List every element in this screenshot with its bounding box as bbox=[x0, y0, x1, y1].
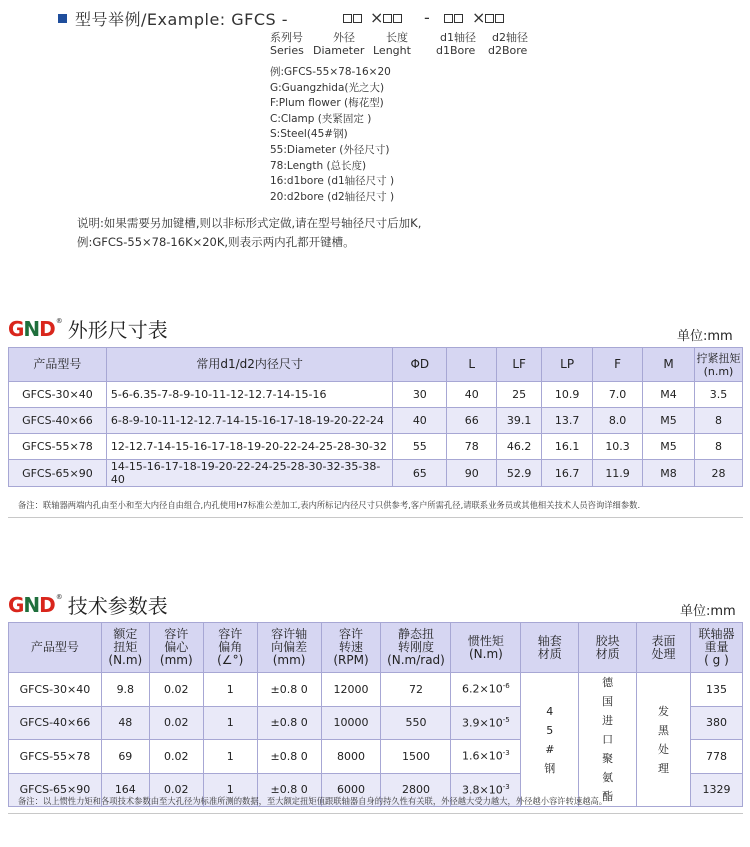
table-cell: 0.02 bbox=[149, 773, 203, 807]
example-line: 例:GFCS-55×78-16×20 bbox=[270, 66, 391, 78]
label-d1-en: d1Bore bbox=[436, 44, 476, 57]
label-d2-en: d2Bore bbox=[488, 44, 528, 57]
table-cell: 8.0 bbox=[593, 408, 643, 434]
dimensions-table bbox=[8, 347, 743, 487]
inertia-cell: $6.2\times 10^{-6}$ bbox=[451, 673, 521, 707]
table-cell: 8 bbox=[694, 434, 742, 460]
table-cell: 7.0 bbox=[593, 382, 643, 408]
surface-treatment-cell: 发 黑 处 理 bbox=[637, 673, 691, 807]
example-line: 55:Diameter (外径尺寸) bbox=[270, 143, 390, 156]
code-placeholder-d2: × bbox=[472, 8, 505, 27]
bullet-square-icon bbox=[58, 14, 67, 23]
header-cell: M bbox=[643, 348, 695, 382]
table-row bbox=[9, 460, 743, 487]
header-cell: 常用d1/d2内径尺寸 bbox=[106, 348, 392, 382]
model-cell: GFCS-30×40 bbox=[9, 673, 102, 707]
table-cell: 40 bbox=[393, 408, 447, 434]
header-cell: 容许 偏心 (mm) bbox=[149, 623, 203, 673]
table-cell: 52.9 bbox=[497, 460, 542, 487]
dimensions-title: 外形尺寸表 bbox=[67, 318, 168, 342]
table-cell: 12000 bbox=[321, 673, 381, 707]
tech-params-table bbox=[8, 622, 743, 807]
bore-sizes-cell: 5-6-6.35-7-8-9-10-11-12-12.7-14-15-16 bbox=[106, 382, 392, 408]
inertia-cell: $3.8\times 10^{-3}$ bbox=[451, 773, 521, 807]
model-cell: GFCS-30×40 bbox=[9, 382, 107, 408]
table-row bbox=[9, 408, 743, 434]
header-cell: 容许 偏角 (∠°) bbox=[203, 623, 257, 673]
dimensions-heading bbox=[8, 314, 168, 343]
divider bbox=[8, 517, 743, 518]
table-cell: 90 bbox=[447, 460, 497, 487]
table-cell: ±0.8 0 bbox=[257, 706, 321, 740]
table-cell: 0.02 bbox=[149, 706, 203, 740]
label-diameter-en: Diameter bbox=[313, 44, 365, 57]
table-row bbox=[9, 673, 743, 707]
bore-sizes-cell: 14-15-16-17-18-19-20-22-24-25-28-30-32-35-38-40 bbox=[106, 460, 392, 487]
header-cell: 拧紧扭矩 (n.m) bbox=[694, 348, 742, 382]
table-cell: 46.2 bbox=[497, 434, 542, 460]
table-cell: ±0.8 0 bbox=[257, 773, 321, 807]
label-series-en: Series bbox=[270, 44, 304, 57]
table-cell: 13.7 bbox=[542, 408, 593, 434]
table-cell: 40 bbox=[447, 382, 497, 408]
bore-sizes-cell: 12-12.7-14-15-16-17-18-19-20-22-24-25-28-30-32 bbox=[106, 434, 392, 460]
header-cell: 容许轴 向偏差 (mm) bbox=[257, 623, 321, 673]
header-cell: 轴套 材质 bbox=[521, 623, 579, 673]
weight-cell: 380 bbox=[690, 706, 742, 740]
tech-heading bbox=[8, 590, 168, 619]
example-heading bbox=[58, 6, 288, 30]
header-cell: 表面 处理 bbox=[637, 623, 691, 673]
label-d1-cn: d1轴径 bbox=[440, 31, 476, 44]
table-cell: 28 bbox=[694, 460, 742, 487]
header-cell: 联轴器 重量 ( g ) bbox=[690, 623, 742, 673]
example-breakdown-list bbox=[270, 65, 394, 205]
table-cell: 0.02 bbox=[149, 740, 203, 774]
code-placeholder-diameter bbox=[343, 8, 363, 27]
table-cell: 30 bbox=[393, 382, 447, 408]
model-cell: GFCS-65×90 bbox=[9, 460, 107, 487]
table-cell: ±0.8 0 bbox=[257, 673, 321, 707]
table-cell: ±0.8 0 bbox=[257, 740, 321, 774]
table-cell: M4 bbox=[643, 382, 695, 408]
table-cell: 10.3 bbox=[593, 434, 643, 460]
model-cell: GFCS-40×66 bbox=[9, 408, 107, 434]
example-line: G:Guangzhida(光之大) bbox=[270, 81, 385, 94]
label-length-cn: 长度 bbox=[386, 31, 408, 44]
header-cell: 额定 扭矩 (N.m) bbox=[101, 623, 149, 673]
label-length-en: Lenght bbox=[373, 44, 411, 57]
table-cell: 72 bbox=[381, 673, 451, 707]
table-cell: 25 bbox=[497, 382, 542, 408]
table-cell: 78 bbox=[447, 434, 497, 460]
header-cell: F bbox=[593, 348, 643, 382]
header-cell: 静态扭 转刚度 (N.m/rad) bbox=[381, 623, 451, 673]
header-cell: LF bbox=[497, 348, 542, 382]
header-cell: L bbox=[447, 348, 497, 382]
header-cell: 产品型号 bbox=[9, 623, 102, 673]
table-cell: 1 bbox=[203, 740, 257, 774]
table-cell: 11.9 bbox=[593, 460, 643, 487]
table-cell: 1 bbox=[203, 673, 257, 707]
table-cell: M5 bbox=[643, 408, 695, 434]
table-cell: 1 bbox=[203, 706, 257, 740]
code-placeholder-d1 bbox=[444, 8, 464, 27]
label-d2-cn: d2轴径 bbox=[492, 31, 528, 44]
table-cell: 39.1 bbox=[497, 408, 542, 434]
weight-cell: 778 bbox=[690, 740, 742, 774]
insert-material-cell: 德 国 进 口 聚 氨 酯 bbox=[579, 673, 637, 807]
header-cell: 产品型号 bbox=[9, 348, 107, 382]
header-cell: 惯性矩 (N.m) bbox=[451, 623, 521, 673]
table-cell: 10.9 bbox=[542, 382, 593, 408]
table-cell: 3.5 bbox=[694, 382, 742, 408]
gnd-logo: G N D ® bbox=[8, 592, 62, 617]
table-cell: 10000 bbox=[321, 706, 381, 740]
table-cell: 164 bbox=[101, 773, 149, 807]
header-cell: ΦD bbox=[393, 348, 447, 382]
tech-remark: 备注：以上惯性力矩和各项技术参数由至大孔径为标准所测的数据，至大额定扭矩值跟联轴器自身的持久性有关联，外径越大受力越大，外径越小容许转速越高。 bbox=[18, 796, 608, 806]
table-cell: 16.1 bbox=[542, 434, 593, 460]
table-row bbox=[9, 382, 743, 408]
header-cell: 容许 转速 (RPM) bbox=[321, 623, 381, 673]
table-cell: 1 bbox=[203, 773, 257, 807]
example-line: 78:Length (总长度) bbox=[270, 159, 367, 172]
bore-sizes-cell: 6-8-9-10-11-12-12.7-14-15-16-17-18-19-20-22-24 bbox=[106, 408, 392, 434]
table-cell: 66 bbox=[447, 408, 497, 434]
gnd-logo: G N D ® bbox=[8, 316, 62, 341]
table-cell: 69 bbox=[101, 740, 149, 774]
model-cell: GFCS-55×78 bbox=[9, 434, 107, 460]
table-cell: 9.8 bbox=[101, 673, 149, 707]
example-title: 型号举例/Example: GFCS - bbox=[75, 9, 289, 29]
table-row bbox=[9, 434, 743, 460]
table-cell: 16.7 bbox=[542, 460, 593, 487]
divider bbox=[8, 813, 743, 814]
table-cell: 550 bbox=[381, 706, 451, 740]
label-series-cn: 系列号 bbox=[270, 31, 303, 44]
code-placeholder-length: × bbox=[370, 8, 403, 27]
example-line: C:Clamp (夹紧固定 ) bbox=[270, 112, 372, 125]
weight-cell: 135 bbox=[690, 673, 742, 707]
table-cell: M5 bbox=[643, 434, 695, 460]
inertia-cell: $3.9\times 10^{-5}$ bbox=[451, 706, 521, 740]
table-cell: 55 bbox=[393, 434, 447, 460]
header-cell: LP bbox=[542, 348, 593, 382]
table-header-row bbox=[9, 348, 743, 382]
model-cell: GFCS-40×66 bbox=[9, 706, 102, 740]
header-cell: 胶块 材质 bbox=[579, 623, 637, 673]
code-dash: - bbox=[424, 8, 430, 27]
keyway-note-line1: 说明:如果需要另加键槽,则以非标形式定做,请在型号轴径尺寸后加K, bbox=[77, 216, 422, 230]
dimensions-unit: 单位:mm bbox=[677, 329, 733, 344]
table-cell: 48 bbox=[101, 706, 149, 740]
sleeve-material-cell: 4 5 # 钢 bbox=[521, 673, 579, 807]
table-cell: 65 bbox=[393, 460, 447, 487]
weight-cell: 1329 bbox=[690, 773, 742, 807]
table-cell: 0.02 bbox=[149, 673, 203, 707]
example-line: S:Steel(45#钢) bbox=[270, 128, 348, 141]
tech-title: 技术参数表 bbox=[67, 594, 168, 618]
model-cell: GFCS-55×78 bbox=[9, 740, 102, 774]
table-cell: 8 bbox=[694, 408, 742, 434]
label-diameter-cn: 外径 bbox=[333, 31, 355, 44]
model-cell: GFCS-65×90 bbox=[9, 773, 102, 807]
inertia-cell: $1.6\times 10^{-3}$ bbox=[451, 740, 521, 774]
example-line: 16:d1bore (d1轴径尺寸 ) bbox=[270, 175, 395, 188]
table-cell: 2800 bbox=[381, 773, 451, 807]
table-header-row bbox=[9, 623, 743, 673]
example-line: F:Plum flower (梅花型) bbox=[270, 97, 384, 110]
table-cell: 1500 bbox=[381, 740, 451, 774]
tech-unit: 单位:mm bbox=[680, 604, 736, 619]
table-cell: 8000 bbox=[321, 740, 381, 774]
keyway-note-line2: 例:GFCS-55×78-16K×20K,则表示两内孔都开键槽。 bbox=[77, 235, 355, 249]
example-line: 20:d2bore (d2轴径尺寸 ) bbox=[270, 190, 395, 203]
table-cell: M8 bbox=[643, 460, 695, 487]
table-cell: 6000 bbox=[321, 773, 381, 807]
dimensions-remark: 备注：联轴器两端内孔由至小和至大内径自由组合,内孔使用H7标准公差加工,表内所标记内径尺寸只供参考,客户所需孔径,请联系业务员或其他相关技术人员咨询详细参数. bbox=[18, 500, 641, 510]
